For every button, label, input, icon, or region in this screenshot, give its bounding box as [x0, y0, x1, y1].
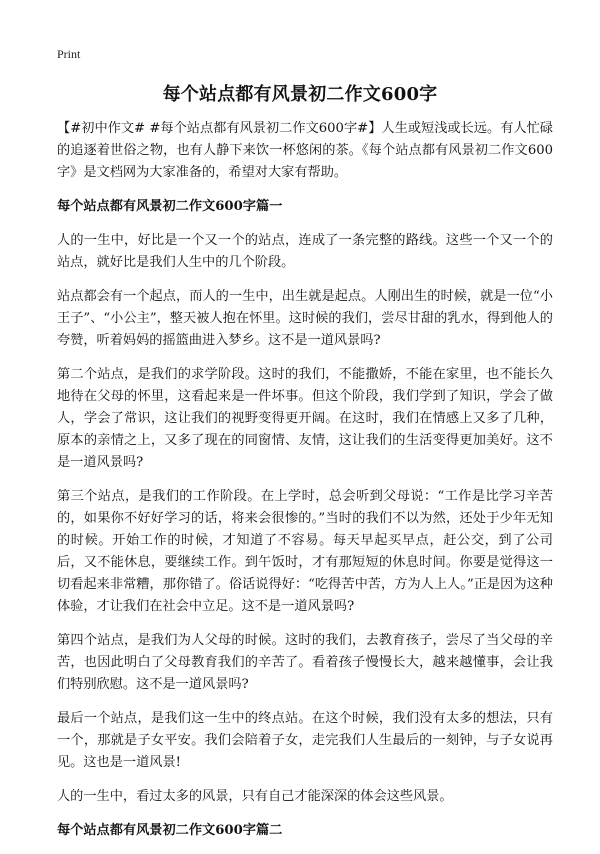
- page-title: 每个站点都有风景初二作文600字: [162, 84, 438, 105]
- paragraph: 人的一生中，好比是一个又一个的站点，连成了一条完整的路线。这些一个又一个的站点，就好比是我们人生中的几个阶段。: [57, 233, 553, 270]
- section-heading-1: 每个站点都有风景初二作文600字篇一: [57, 199, 283, 214]
- article-body: [57, 118, 553, 854]
- paragraph: 第二个站点，是我们的求学阶段。这时的我们，不能撒娇，不能在家里，也不能长久地待在父母的怀里，这看起来是一件坏事。但这个阶段，我们学到了知识，学会了做人，学会了常识，这让我们的视野变得更开阔。在这时，我们在情感上又多了几种，原本的亲情之上，又多了现在的同窗情、友情，这让我们的生活变得更加美好。这不是一道风景吗?: [57, 367, 553, 470]
- print-link[interactable]: Print: [57, 47, 81, 61]
- intro-paragraph: 【#初中作文# #每个站点都有风景初二作文600字#】人生或短浅或长远。有人忙碌的追逐着世俗之物，也有人静下来饮一杯悠闲的茶。《每个站点都有风景初二作文600字》是文档网为大家准备的，希望对大家有帮助。: [57, 121, 553, 180]
- paragraph: 第三个站点，是我们的工作阶段。在上学时，总会听到父母说：“工作是比学习辛苦的，如果你不好好学习的话，将来会很惨的。”当时的我们不以为然，还处于少年无知的时候。开始工作的时候，才知道了不容易。每天早起买早点，赶公交，到了公司后，又不能休息，要继续工作。到午饭时，才有那短短的休息时间。你要是觉得这一切看起来非常糟，那你错了。俗话说得好：“吃得苦中苦，方为人上人。”正是因为这种体验，才让我们在社会中立足。这不是一道风景吗?: [57, 489, 553, 614]
- paragraph: 第四个站点，是我们为人父母的时候。这时的我们，去教育孩子，尝尽了当父母的辛苦，也因此明白了父母教育我们的辛苦了。看着孩子慢慢长大，越来越懂事，会让我们特别欣慰。这不是一道风景吗?: [57, 633, 553, 692]
- section-heading-2: 每个站点都有风景初二作文600字篇二: [57, 823, 283, 838]
- paragraph: 最后一个站点，是我们这一生中的终点站。在这个时候，我们没有太多的想法，只有一个，那就是子女平安。我们会陪着子女，走完我们人生最后的一刻钟，与子女说再见。这也是一道风景!: [57, 711, 553, 770]
- paragraph: 站点都会有一个起点，而人的一生中，出生就是起点。人刚出生的时候，就是一位“小王子”、“小公主”，整天被人抱在怀里。这时候的我们，尝尽甘甜的乳水，得到他人的夸赞，听着妈妈的摇篮曲进入梦乡。这不是一道风景吗?: [57, 289, 553, 348]
- paragraph: 人的一生中，看过太多的风景，只有自己才能深深的体会这些风景。: [57, 789, 453, 804]
